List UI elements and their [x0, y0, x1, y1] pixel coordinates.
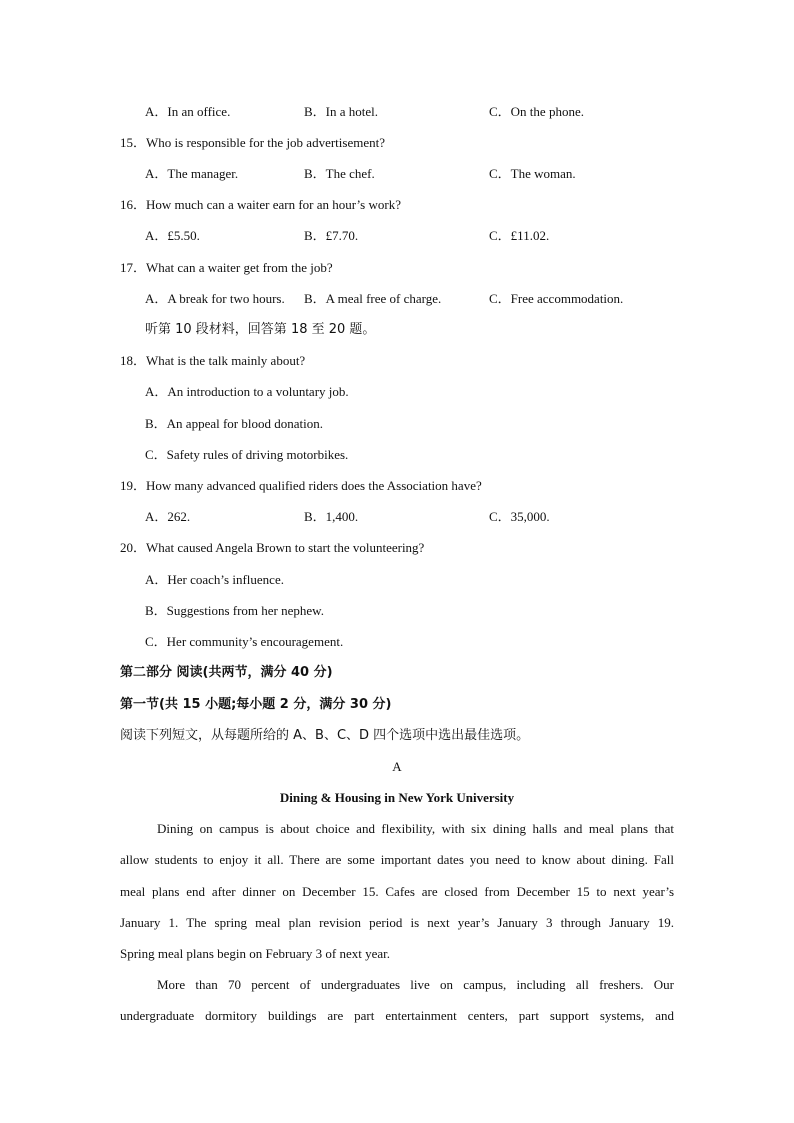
p1-line-3: meal plans end after dinner on December 15. Cafes are closed from December 15 to next year’s [120, 884, 674, 899]
q18-option-a-row [0, 382, 794, 402]
section10-instruction-row [0, 320, 794, 340]
q16-option-a: A．£5.50. [145, 228, 200, 243]
part2-title-row [0, 663, 794, 683]
q19-stem-row [0, 476, 794, 496]
q18-stem: 18．What is the talk mainly about? [120, 353, 306, 368]
p1-line-4: January 1. The spring meal plan revision period is next year’s January 3 through January 19. [120, 915, 674, 930]
q18-option-b-row [0, 414, 794, 434]
p1-line-1: Dining on campus is about choice and flexibility, with six dining halls and meal plans that [157, 821, 674, 836]
q19-options-row [0, 507, 794, 527]
q17-option-c: C．Free accommodation. [489, 291, 624, 306]
p1-line [0, 944, 794, 964]
q16-option-c: C．£11.02. [489, 228, 550, 243]
q15-stem: 15．Who is responsible for the job advertisement? [120, 135, 385, 150]
q18-stem-row [0, 351, 794, 371]
q15-option-b: B．The chef. [304, 166, 375, 181]
q16-stem-row [0, 195, 794, 215]
p1-line [0, 850, 794, 870]
section10-instruction: 听第 10 段材料，回答第 18 至 20 题。 [145, 322, 376, 337]
q16-stem: 16．How much can a waiter earn for an hour’s work? [120, 197, 401, 212]
p2-line-1: More than 70 percent of undergraduates live on campus, including all freshers. Our [157, 977, 674, 992]
p1-line [0, 819, 794, 839]
q17-stem: 17．What can a waiter get from the job? [120, 260, 333, 275]
q20-stem: 20．What caused Angela Brown to start the volunteering? [120, 540, 425, 555]
q20-option-b-row [0, 601, 794, 621]
passage-title: Dining & Housing in New York University [279, 790, 515, 805]
q14-option-a: A．In an office. [145, 104, 231, 119]
passage-label-row [0, 757, 794, 777]
q20-option-c-row [0, 632, 794, 652]
q17-options-row [0, 289, 794, 309]
q20-option-a-row [0, 570, 794, 590]
q18-option-c: C．Safety rules of driving motorbikes. [145, 447, 349, 462]
q15-stem-row [0, 133, 794, 153]
q20-option-a: A．Her coach’s influence. [145, 572, 284, 587]
q17-stem-row [0, 258, 794, 278]
section1-instruction: 阅读下列短文，从每题所给的 A、B、C、D 四个选项中选出最佳选项。 [120, 728, 530, 743]
p1-line-2: allow students to enjoy it all. There are some important dates you need to know about dining. Fall [120, 852, 674, 867]
q19-option-b: B．1,400. [304, 509, 359, 524]
q15-option-a: A．The manager. [145, 166, 239, 181]
q16-options-row [0, 226, 794, 246]
q20-stem-row [0, 538, 794, 558]
q20-option-b: B．Suggestions from her nephew. [145, 603, 324, 618]
q14-options-row [0, 102, 794, 122]
p2-line [0, 1006, 794, 1026]
p1-line [0, 913, 794, 933]
p1-line-5: Spring meal plans begin on February 3 of next year. [120, 946, 391, 961]
q14-option-b: B．In a hotel. [304, 104, 379, 119]
q17-option-b: B．A meal free of charge. [304, 291, 442, 306]
q14-option-c: C．On the phone. [489, 104, 584, 119]
q16-option-b: B．£7.70. [304, 228, 359, 243]
section1-title-row [0, 695, 794, 715]
q18-option-a: A．An introduction to a voluntary job. [145, 384, 349, 399]
q17-option-a: A．A break for two hours. [145, 291, 285, 306]
q20-option-c: C．Her community’s encouragement. [145, 634, 344, 649]
p1-line [0, 882, 794, 902]
q18-option-c-row [0, 445, 794, 465]
p2-line [0, 975, 794, 995]
q19-option-a: A．262. [145, 509, 191, 524]
q18-option-b: B．An appeal for blood donation. [145, 416, 323, 431]
p2-line-2: undergraduate dormitory buildings are part entertainment centers, part support systems, and [120, 1008, 674, 1023]
q19-option-c: C．35,000. [489, 509, 550, 524]
q19-stem: 19．How many advanced qualified riders does the Association have? [120, 478, 482, 493]
part2-title: 第二部分 阅读(共两节，满分 40 分) [120, 665, 333, 680]
section1-instruction-row [0, 726, 794, 746]
passage-title-row [0, 788, 794, 808]
passage-label: A [392, 759, 402, 774]
section1-title: 第一节(共 15 小题;每小题 2 分，满分 30 分) [120, 697, 392, 712]
q15-options-row [0, 164, 794, 184]
q15-option-c: C．The woman. [489, 166, 576, 181]
